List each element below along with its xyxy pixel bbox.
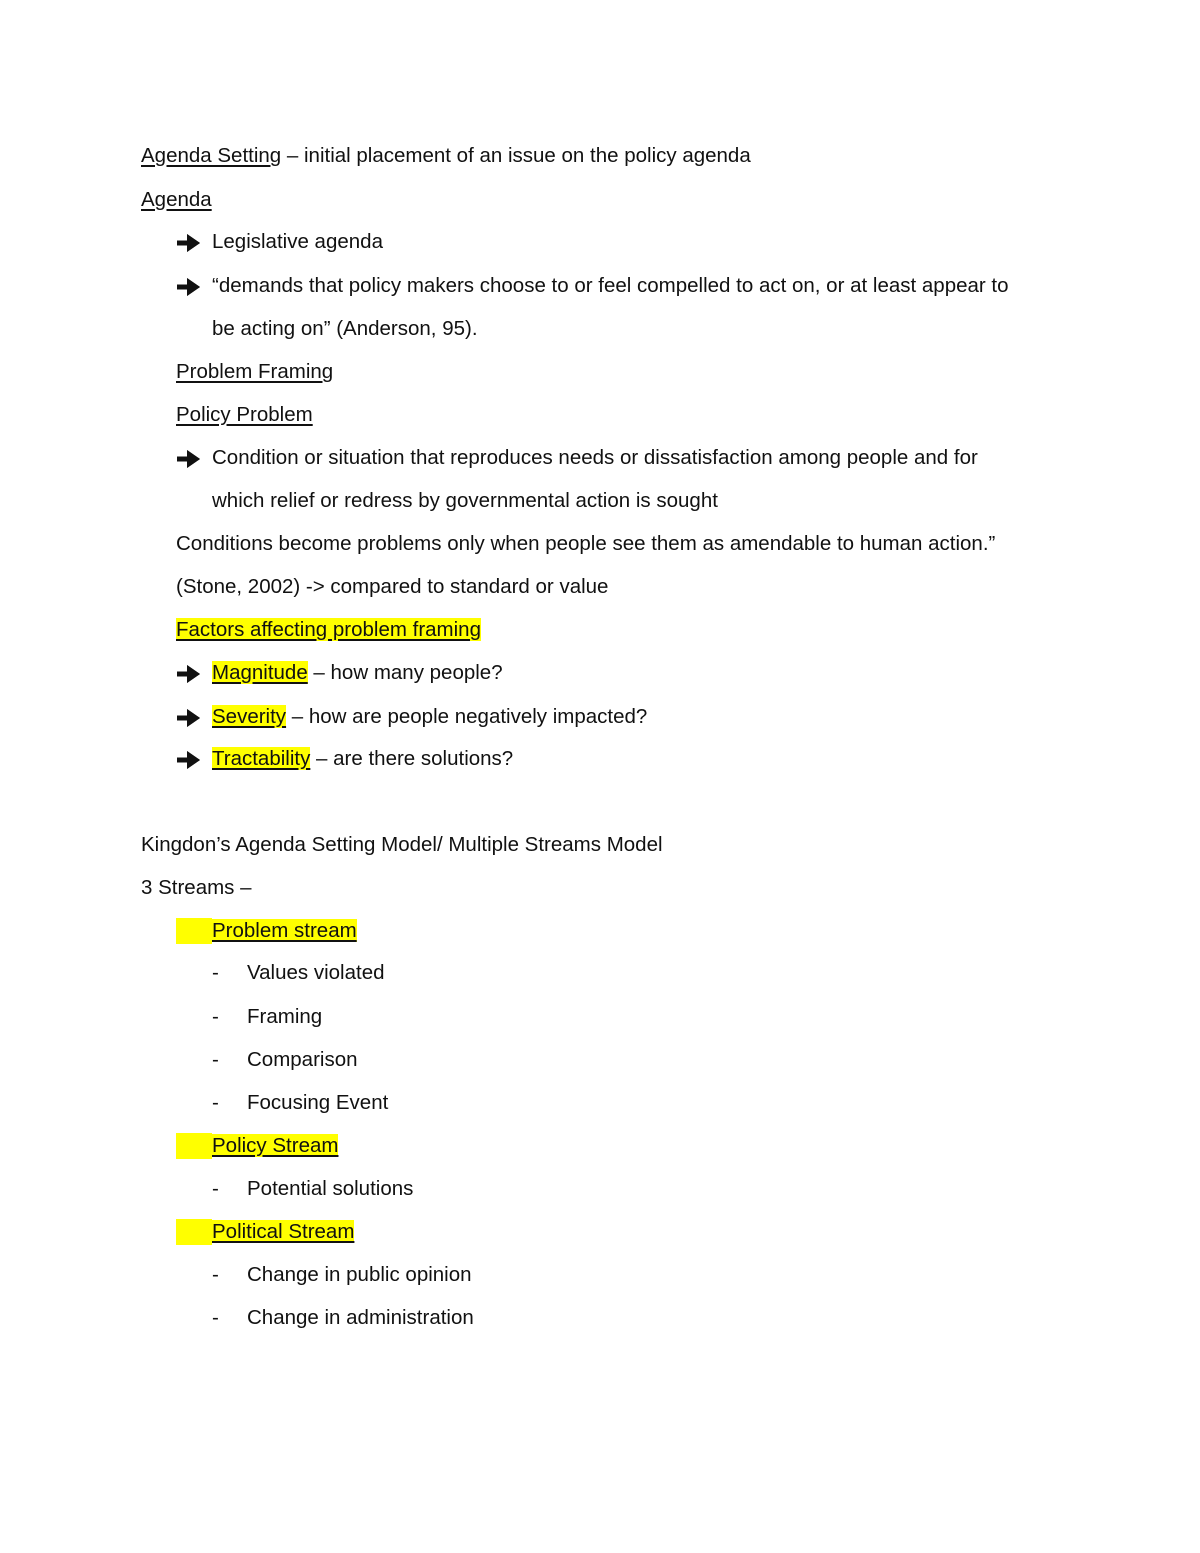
stream-item: Comparison <box>247 1048 358 1071</box>
policy-problem-heading: Policy Problem <box>176 403 313 426</box>
factor-term: Magnitude <box>212 661 308 684</box>
dash-bullet: - <box>212 1177 219 1200</box>
agenda-bullet: “demands that policy makers choose to or feel compelled to act on, or at least appear to <box>212 274 1009 297</box>
right-arrow-icon <box>176 233 202 253</box>
stream-item: Change in administration <box>247 1306 474 1329</box>
stream-heading: Problem stream <box>212 919 357 942</box>
dash-bullet: - <box>212 1005 219 1028</box>
factor-term: Severity <box>212 705 287 728</box>
stream-item: Focusing Event <box>247 1091 389 1114</box>
agenda-setting-term: Agenda Setting <box>141 144 282 167</box>
kingdon-title: Kingdon’s Agenda Setting Model/ Multiple Streams Model <box>141 833 663 856</box>
factors-heading: Factors affecting problem framing <box>176 618 481 641</box>
stream-heading: Policy Stream <box>212 1134 339 1157</box>
right-arrow-icon <box>176 708 202 728</box>
factor-item <box>212 704 647 730</box>
right-arrow-icon <box>176 750 202 770</box>
agenda-setting-definition: – initial placement of an issue on the policy agenda <box>281 144 751 167</box>
factors-heading-line <box>176 617 481 643</box>
streams-label: 3 Streams – <box>141 876 252 899</box>
factor-desc: – how many people? <box>307 661 503 684</box>
stream-item: Change in public opinion <box>247 1263 472 1286</box>
problem-framing-heading: Problem Framing <box>176 360 334 383</box>
dash-bullet: - <box>212 1048 219 1071</box>
stream-item: Potential solutions <box>247 1177 414 1200</box>
stone-citation: (Stone, 2002) -> compared to standard or value <box>176 575 609 598</box>
agenda-bullet-continuation: be acting on” (Anderson, 95). <box>212 317 478 340</box>
agenda-bullet: Legislative agenda <box>212 230 383 253</box>
right-arrow-icon <box>176 449 202 469</box>
dash-bullet: - <box>212 1263 219 1286</box>
factor-desc: – are there solutions? <box>310 747 514 770</box>
dash-bullet: - <box>212 961 219 984</box>
agenda-heading: Agenda <box>141 188 212 211</box>
factor-desc: – how are people negatively impacted? <box>286 705 648 728</box>
dash-bullet: - <box>212 1306 219 1329</box>
dash-bullet: - <box>212 1091 219 1114</box>
right-arrow-icon <box>176 277 202 297</box>
factor-term: Tractability <box>212 747 311 770</box>
policy-problem-definition: Condition or situation that reproduces needs or dissatisfaction among people and for <box>212 446 978 469</box>
stone-quote: Conditions become problems only when people see them as amendable to human action.” <box>176 532 996 555</box>
stream-heading-line <box>176 918 357 944</box>
stream-heading-line <box>176 1219 354 1245</box>
factor-item <box>212 746 513 772</box>
stream-item: Framing <box>247 1005 323 1028</box>
stream-heading: Political Stream <box>212 1220 355 1243</box>
stream-item: Values violated <box>247 961 385 984</box>
right-arrow-icon <box>176 664 202 684</box>
agenda-setting-line <box>141 143 751 169</box>
factor-item <box>212 660 503 686</box>
policy-problem-definition-continuation: which relief or redress by governmental action is sought <box>212 489 718 512</box>
stream-heading-line <box>176 1133 338 1159</box>
